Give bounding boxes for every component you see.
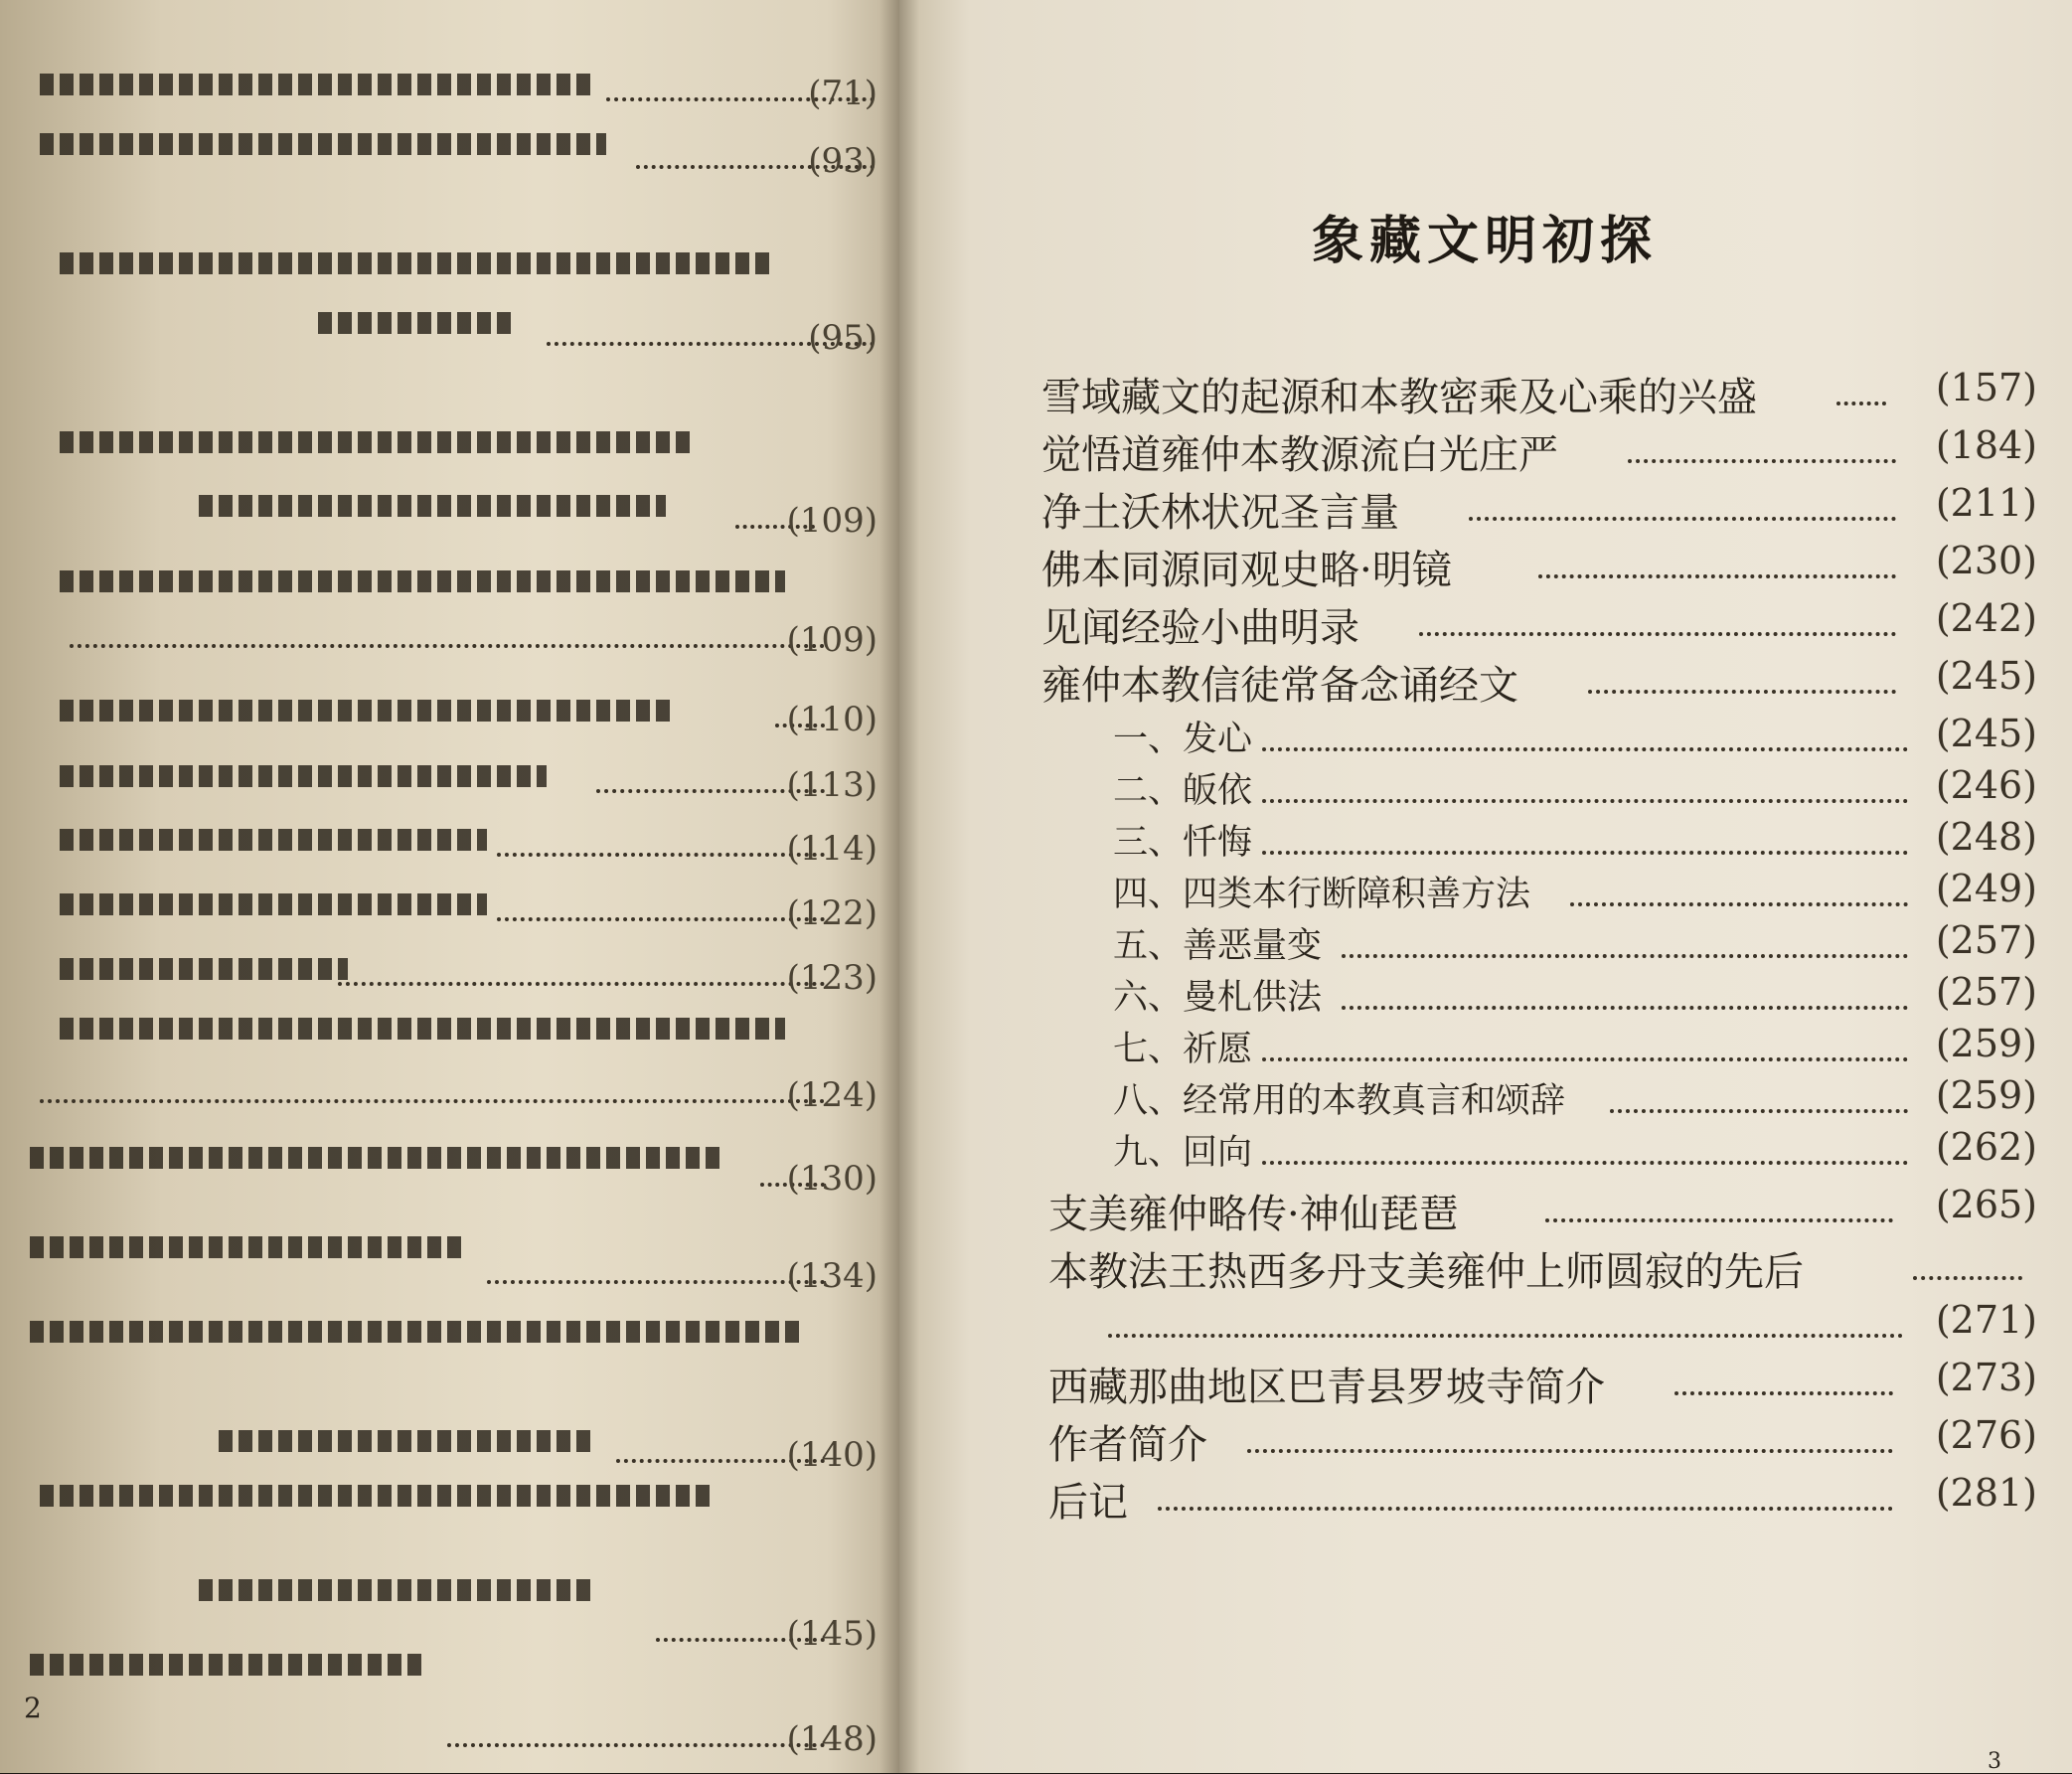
toc-label: 西藏那曲地区巴青县罗坡寺简介 (1048, 1365, 1605, 1410)
toc-label: 觉悟道雍仲本教源流白光庄严 (1041, 432, 1558, 478)
toc-label: 作者简介 (1048, 1422, 1207, 1468)
page-ref: (124) (786, 1075, 877, 1115)
page-ref: (113) (786, 765, 877, 805)
tibetan-text (60, 1004, 785, 1048)
toc-label: 支美雍仲略传·神仙琵琶 (1048, 1192, 1459, 1237)
toc-entry (1041, 654, 2037, 709)
toc-label: 二、皈依 (1113, 771, 1253, 811)
tibetan-text (60, 417, 696, 461)
page-ref: (230) (1935, 539, 2037, 582)
tibetan-text (30, 1307, 805, 1351)
toc-entry (40, 487, 889, 547)
toc-entry (40, 751, 889, 811)
page-ref: (109) (786, 501, 877, 541)
toc-entry (1048, 1413, 2037, 1468)
toc-subentry (1113, 763, 2037, 815)
tibetan-text (60, 239, 775, 282)
toc-entry (40, 127, 889, 187)
toc-entry (1048, 1183, 2037, 1237)
page-ref: (130) (786, 1159, 877, 1199)
page-ref: (184) (1935, 423, 2037, 467)
toc-entry (40, 880, 889, 939)
page-ref: (271) (1935, 1298, 2037, 1342)
toc-entry (40, 1061, 889, 1121)
toc-entry (1048, 1240, 2037, 1295)
page-ref: (281) (1935, 1471, 2037, 1515)
toc-subentry (1113, 712, 2037, 763)
toc-label: 雪域藏文的起源和本教密乘及心乘的兴盛 (1041, 375, 1757, 420)
page-ref: (257) (1935, 918, 2037, 962)
page-ref: (245) (1935, 712, 2037, 755)
toc-label: 九、回向 (1113, 1133, 1253, 1173)
page-ref: (122) (786, 893, 877, 933)
toc-label: 三、忏悔 (1113, 823, 1253, 863)
page-ref: (248) (1935, 815, 2037, 859)
toc-subentry (1113, 1073, 2037, 1125)
toc-entry (1041, 423, 2037, 478)
toc-subentry (1113, 970, 2037, 1022)
page-ref: (211) (1935, 481, 2037, 525)
tibetan-text (40, 1471, 716, 1515)
page-ref: (95) (808, 318, 877, 358)
page-ref: (276) (1935, 1413, 2037, 1457)
page-ref: (110) (786, 700, 877, 739)
toc-label: 六、曼札供法 (1113, 978, 1323, 1018)
toc-subentry (1113, 1125, 2037, 1177)
toc-entry (40, 1705, 889, 1765)
tibetan-text (30, 1640, 427, 1684)
page-ref: (262) (1935, 1125, 2037, 1169)
toc-entry (40, 606, 889, 666)
page-ref: (123) (786, 958, 877, 998)
toc-label: 佛本同源同观史略·明镜 (1041, 548, 1452, 593)
page-ref: (242) (1935, 596, 2037, 640)
toc-subentry (1113, 815, 2037, 867)
toc-entry (1041, 481, 2037, 536)
toc-subentry (1113, 1022, 2037, 1073)
toc-label: 净土沃林状况圣言量 (1041, 490, 1399, 536)
toc-entry (40, 815, 889, 875)
toc-entry (40, 686, 889, 745)
left-page (0, 0, 899, 1773)
toc-entry-continued (1048, 1298, 2037, 1350)
page-ref: (265) (1935, 1183, 2037, 1226)
page-ref: (145) (786, 1614, 877, 1654)
page-ref: (273) (1935, 1356, 2037, 1399)
page-ref: (259) (1935, 1073, 2037, 1117)
page-ref: (109) (786, 620, 877, 660)
page-ref: (259) (1935, 1022, 2037, 1065)
page-ref: (157) (1935, 366, 2037, 409)
toc-label: 一、发心 (1113, 720, 1253, 759)
toc-label: 雍仲本教信徒常备念诵经文 (1041, 663, 1518, 709)
toc-entry (40, 1145, 889, 1205)
toc-label: 本教法王热西多丹支美雍仲上师圆寂的先后 (1048, 1249, 1804, 1295)
page-ref: (148) (786, 1719, 877, 1759)
page-number: 2 (24, 1692, 42, 1724)
toc-label: 四、四类本行断障积善方法 (1113, 875, 1531, 914)
toc-entry (1041, 539, 2037, 593)
page-ref: (93) (808, 141, 877, 181)
toc-label: 八、经常用的本教真言和颂辞 (1113, 1081, 1566, 1121)
page-ref: (71) (808, 74, 877, 113)
toc-label: 七、祈愿 (1113, 1030, 1253, 1069)
toc-entry (40, 304, 889, 364)
toc-entry (40, 60, 889, 119)
toc-label: 后记 (1048, 1480, 1128, 1526)
page-ref: (134) (786, 1256, 877, 1296)
page-ref: (257) (1935, 970, 2037, 1014)
toc-label: 五、善恶量变 (1113, 926, 1323, 966)
book-gutter (879, 0, 919, 1773)
page-ref: (246) (1935, 763, 2037, 807)
page-number: 3 (1988, 1749, 2001, 1774)
tibetan-text (60, 557, 785, 600)
page-ref: (249) (1935, 867, 2037, 910)
toc-entry (40, 1242, 889, 1302)
page-ref: (140) (786, 1435, 877, 1475)
toc-subentry (1113, 867, 2037, 918)
toc-label: 见闻经验小曲明录 (1041, 605, 1359, 651)
toc-entry (1048, 1356, 2037, 1410)
toc-entry (1048, 1471, 2037, 1526)
page-ref: (245) (1935, 654, 2037, 698)
toc-entry (1041, 366, 2037, 420)
toc-subentry (1113, 918, 2037, 970)
page-ref: (114) (786, 829, 877, 869)
toc-entry (1041, 596, 2037, 651)
toc-entry (40, 944, 889, 1004)
section-title: 象藏文明初探 (1312, 211, 1659, 271)
